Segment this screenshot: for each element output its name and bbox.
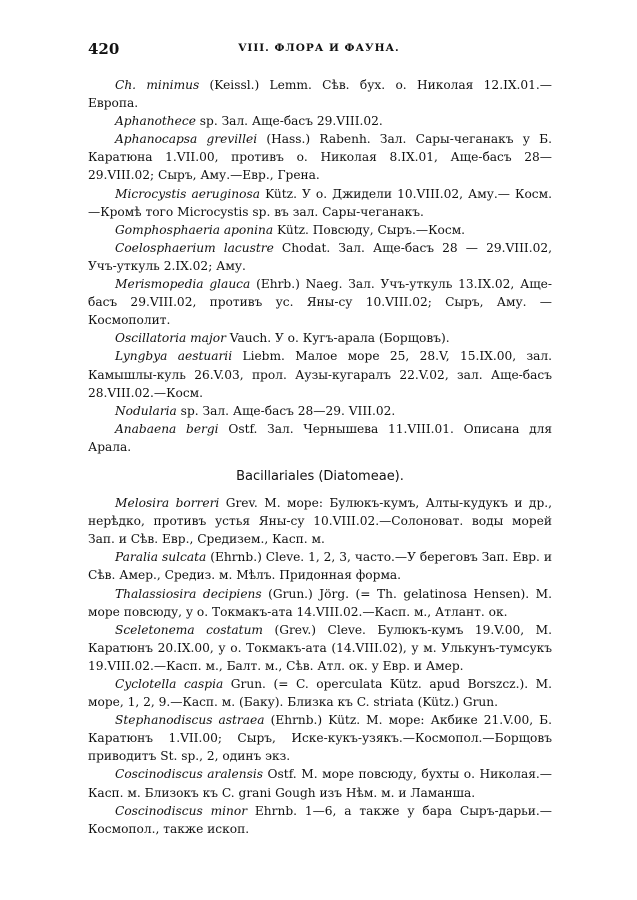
species-description: sp. Зал. Аще-басъ 29.VIII.02. [195,114,383,129]
page-body [88,76,552,838]
species-description: Grun. (= C. operculata Kütz. apud Borszcz.). М. море, 1, 2, 9.—Касп. м. (Баку). Близка къ C. striata (Kütz.) Grun. [88,677,552,710]
species-description: Liebm. Малое море 25, 28.V, 15.IX.00, зал. Камышлы-куль 26.V.03, прол. Аузы-кугаралъ 22.V.02, зал. Аще-басъ 28.VIII.02.—Косм. [88,349,552,400]
species-entry [88,802,552,838]
species-description: (Grev.) Cleve. Булюкъ-кумъ 19.V.00, М. Каратюнъ 20.IX.00, у о. Токмакъ-ата (14.VIII.02), у м. Улькунъ-тумсукъ 19.VIII.02.—Касп. м., Балт. м., Сѣв. Атл. ок. у Евр. и Амер. [88,622,552,673]
species-description: Grev. М. море: Булюкъ-кумъ, Алты-кудукъ и др., нерѣдко, противъ устья Яны-су 10.VIII.02.—Солоноват. воды морей Зап. и Сѣв. Евр., Средизем., Касп. м. [88,496,552,547]
species-entry [88,711,552,765]
species-description: sp. Зал. Аще-басъ 28—29. VIII.02. [176,403,396,418]
species-description: Kütz. У о. Джидели 10.VIII.02, Аму.— Косм.—Кромѣ того Microcystis sp. въ зал. Сары-чеганакъ. [88,186,552,219]
species-name: Microcystis aeruginosa [115,186,261,201]
section-title: Bacillariales (Diatomeae). [236,468,404,484]
species-entry [88,275,552,329]
species-description: Ehrnb. 1—6, а также у бара Сыръ-дарьи.— Космопол., также ископ. [88,803,552,836]
running-head: VIII. ФЛОРА И ФАУНА. [238,42,400,54]
species-description: Vauch. У о. Кугъ-арала (Борщовъ). [225,331,450,346]
species-description: Chodat. Зал. Аще-басъ 28 — 29.VIII.02, Учъ-уткуль 2.IX.02; Аму. [88,240,552,273]
species-entry [88,112,552,130]
species-entry [88,329,552,347]
species-entry [88,621,552,675]
species-name: Sceletonema costatum [115,622,263,637]
species-description: (Ehrnb.) Cleve. 1, 2, 3, часто.—У береговъ Зап. Евр. и Сѣв. Амер., Средиз. м. Мѣлъ. Придонная форма. [88,550,552,583]
species-name: Melosira borreri [115,496,220,511]
cyanophyceae-entries [88,76,552,456]
species-name: Gomphosphaeria aponina [115,222,274,237]
species-entry [88,402,552,420]
species-name: Ch. minimus [115,78,200,92]
species-name: Cyclotella caspia [115,677,224,691]
species-name: Oscillatoria major [115,331,226,346]
species-entry [88,347,552,401]
species-name: Aphanocapsa grevillei [115,132,258,147]
species-description: (Ehrnb.) Kütz. М. море: Акбике 21.V.00, Б. Каратюнъ 1.VII.00; Сыръ, Иске-кукъ-узякъ.—Космопол.—Борщовъ приводитъ St. sp., 2, одинъ экз. [88,713,552,764]
species-name: Lyngbya aestuarii [115,349,233,364]
species-name: Coelosphaerium lacustre [115,240,274,255]
species-description: (Keissl.) Lemm. Сѣв. бух. о. Николая 12.IX.01.— Европа. [88,78,552,111]
species-name: Stephanodiscus astraea [115,713,265,728]
species-name: Aphanothece [115,114,196,129]
species-entry [88,765,552,801]
species-name: Nodularia [115,403,177,418]
species-entry [88,76,552,112]
species-description: (Ehrb.) Naeg. Зал. Учъ-уткуль 13.IX.02, Аще-басъ 29.VIII.02, противъ ус. Яны-су 10.VIII.02; Сыръ, Аму. — Космополит. [88,277,552,328]
page-number: 420 [88,40,120,58]
species-name: Coscinodiscus aralensis [115,767,263,782]
species-name: Anabaena bergi [115,421,219,436]
species-description: Ostf. Зал. Чернышева 11.VIII.01. Описана для Арала. [88,421,553,454]
species-entry [88,185,552,221]
species-entry [88,221,552,239]
page-header [88,40,550,60]
species-entry [88,585,552,621]
species-name: Coscinodiscus minor [115,803,248,818]
species-description: Ostf. М. море повсюду, бухты о. Николая.— Касп. м. Близокъ къ C. grani Gough изъ Нѣм. м. и Ламанша. [88,767,552,800]
species-entry [88,420,552,456]
species-entry [88,548,552,584]
species-entry [88,130,552,184]
species-name: Paralia sulcata [115,550,207,565]
species-name: Thalassiosira decipiens [115,586,262,601]
species-description: Kütz. Повсюду, Сыръ.—Косм. [273,222,466,237]
species-description: (Hass.) Rabenh. Зал. Сары-чеганакъ у Б. Каратюна 1.VII.00, противъ о. Николая 8.IX.01, Аще-басъ 28—29.VIII.02; Сыръ, Аму.—Евр., Грена. [88,132,552,183]
species-name: Merismopedia glauca [115,277,251,292]
bacillariales-entries [88,494,552,838]
species-entry [88,239,552,275]
species-entry [88,675,552,711]
species-entry [88,494,552,548]
species-description: (Grun.) Jörg. (= Th. gelatinosa Hensen). М. море повсюду, у о. Токмакъ-ата 14.VIII.02.—Касп. м., Атлант. ок. [88,586,552,619]
